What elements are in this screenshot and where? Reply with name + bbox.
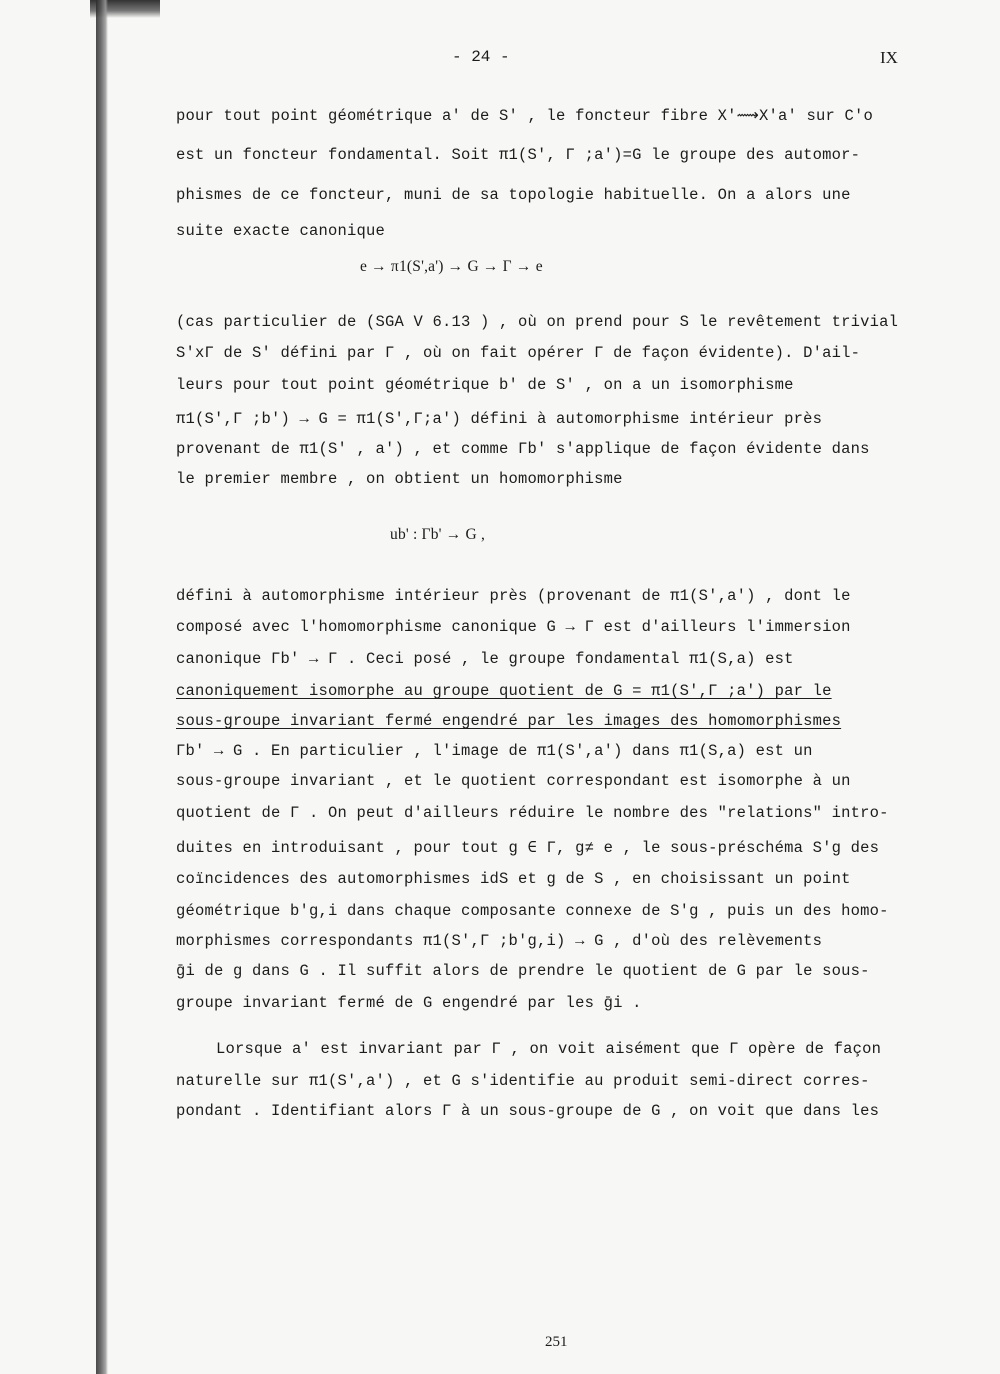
text-line-21: duites en introduisant , pour tout g ∈ Γ, g≠ e , le sous-préschéma S'g des <box>176 839 880 857</box>
text-line-18: Γb' → G . En particulier , l'image de π1(S',a') dans π1(S,a) est un <box>176 742 813 760</box>
text-line-17-underlined: sous-groupe invariant fermé engendré par les images des homomorphismes <box>176 712 842 730</box>
exact-sequence-formula: e → π1(S',a') → G → Γ → e <box>360 258 543 275</box>
text-line-23: géométrique b'g,i dans chaque composante connexe de S'g , puis un des homo- <box>176 902 889 920</box>
text-line-2: est un foncteur fondamental. Soit π1(S', Γ ;a')=G le groupe des automor- <box>176 146 861 164</box>
folio-number: 251 <box>545 1334 568 1350</box>
text-line-7: S'xΓ de S' défini par Γ , où on fait opérer Γ de façon évidente). D'ail- <box>176 344 861 362</box>
text-line-25: ḡi de g dans G . Il suffit alors de prendre le quotient de G par le sous- <box>176 962 870 980</box>
page-number: - 24 - <box>452 48 510 66</box>
text-line-27-paragraph-start: Lorsque a' est invariant par Γ , on voit aisément que Γ opère de façon <box>216 1040 882 1058</box>
text-line-10: provenant de π1(S' , a') , et comme Γb' s'applique de façon évidente dans <box>176 440 870 458</box>
text-line-22: coïncidences des automorphismes idS et g de S , en choisissant un point <box>176 870 851 888</box>
text-line-9: π1(S',Γ ;b') → G = π1(S',Γ;a') défini à automorphisme intérieur près <box>176 410 823 428</box>
text-line-11: le premier membre , on obtient un homomorphisme <box>176 470 623 488</box>
homomorphism-formula: ub' : Γb' → G , <box>390 526 486 543</box>
text-line-20: quotient de Γ . On peut d'ailleurs réduire le nombre des "relations" intro- <box>176 804 889 822</box>
text-line-16-underlined: canoniquement isomorphe au groupe quotient de G = π1(S',Γ ;a') par le <box>176 682 832 700</box>
text-line-29: pondant . Identifiant alors Γ à un sous-groupe de G , on voit que dans les <box>176 1102 880 1120</box>
text-line-24: morphismes correspondants π1(S',Γ ;b'g,i) → G , d'où des relèvements <box>176 932 823 950</box>
text-line-1: pour tout point géométrique a' de S' , le foncteur fibre X'⟿X'a' sur C'o <box>176 107 874 125</box>
text-line-8: leurs pour tout point géométrique b' de S' , on a un isomorphisme <box>176 376 794 394</box>
text-line-13: défini à automorphisme intérieur près (provenant de π1(S',a') , dont le <box>176 587 851 605</box>
text-line-19: sous-groupe invariant , et le quotient correspondant est isomorphe à un <box>176 772 851 790</box>
text-line-28: naturelle sur π1(S',a') , et G s'identifie au produit semi-direct corres- <box>176 1072 870 1090</box>
text-line-15: canonique Γb' → Γ . Ceci posé , le groupe fondamental π1(S,a) est <box>176 650 794 668</box>
chapter-number: IX <box>880 48 898 67</box>
text-line-26: groupe invariant fermé de G engendré par les ḡi . <box>176 994 642 1012</box>
text-line-3: phismes de ce foncteur, muni de sa topologie habituelle. On a alors une <box>176 186 851 204</box>
text-line-6: (cas particulier de (SGA V 6.13 ) , où on prend pour S le revêtement trivial <box>176 313 899 331</box>
text-line-4: suite exacte canonique <box>176 222 386 240</box>
binding-shadow <box>96 0 108 1374</box>
text-line-14: composé avec l'homomorphisme canonique G → Γ est d'ailleurs l'immersion <box>176 618 851 636</box>
